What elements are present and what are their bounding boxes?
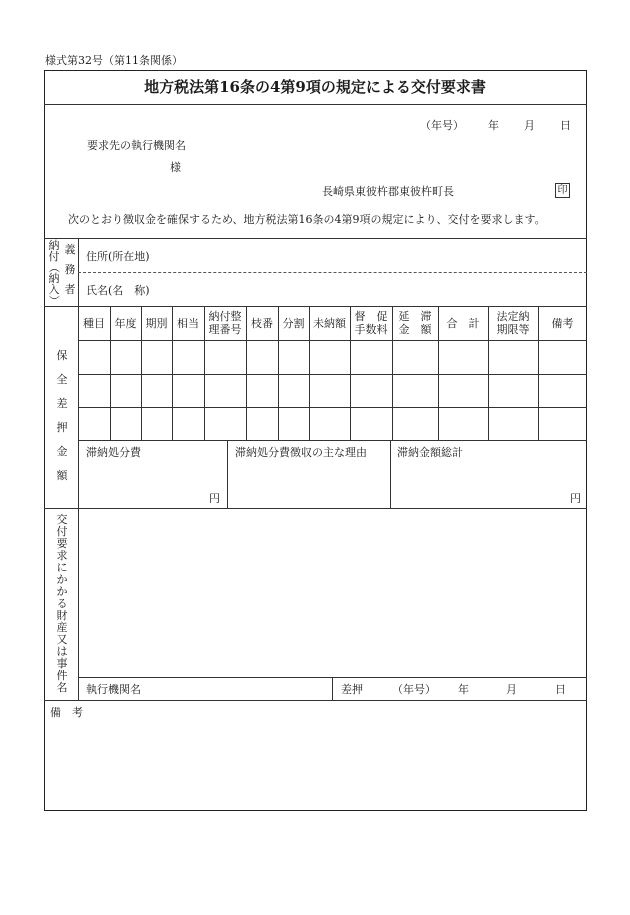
secured-side-label <box>55 344 69 488</box>
taxpayer-side-char: ） <box>47 295 61 306</box>
secured-side-char: 保 <box>56 349 68 362</box>
taxpayer-side-char: 納 <box>48 239 60 252</box>
secured-side-char: 額 <box>56 469 68 482</box>
property-side-divider <box>78 508 79 700</box>
property-side-char: 求 <box>56 549 68 562</box>
column-header: 未納額 <box>313 316 346 330</box>
secured-side-char: 全 <box>56 373 68 386</box>
seizure-era-label: （年号） <box>392 683 436 696</box>
date-day-label: 日 <box>560 119 571 132</box>
name-label: 氏名(名 称) <box>86 284 150 297</box>
taxpayer-side-char: 付 <box>48 250 60 263</box>
column-header: 備考 <box>551 316 574 330</box>
remarks-label: 備 考 <box>50 706 83 719</box>
agency-seizure-divider <box>332 677 333 700</box>
reason-total-divider <box>390 440 391 508</box>
issuer-name: 長崎県東彼杵郡東彼杵町長 <box>322 185 454 198</box>
column-header: 年度 <box>114 316 137 330</box>
recipient-label: 要求先の執行機関名 <box>87 139 186 152</box>
fee-label: 滞納処分費 <box>86 446 141 459</box>
property-side-char: は <box>56 645 68 658</box>
taxpayer-side-char: 入 <box>48 283 60 296</box>
property-divider <box>44 700 587 701</box>
total-label: 滞納金額総計 <box>397 446 463 459</box>
taxpayer-side-char: 義 <box>64 243 76 256</box>
column-header: 法定納 期限等 <box>496 310 530 336</box>
property-side-char: 付 <box>56 525 68 538</box>
secured-side-char: 金 <box>56 445 68 458</box>
table-row-divider <box>78 407 587 408</box>
fee-unit: 円 <box>209 492 220 505</box>
seizure-label: 差押 <box>341 683 363 696</box>
column-header: 合 計 <box>446 316 480 330</box>
property-side-char: 件 <box>56 669 68 682</box>
column-header: 相当 <box>177 316 199 330</box>
seizure-month-label: 月 <box>506 683 517 696</box>
seizure-year-label: 年 <box>458 683 469 696</box>
column-header: 枝番 <box>251 316 273 330</box>
date-era-label: （年号） <box>420 119 464 132</box>
seal-box <box>555 183 570 198</box>
column-header: 督 促 手数料 <box>354 310 388 336</box>
agency-label: 執行機関名 <box>86 683 141 696</box>
column-header: 納付整 理番号 <box>208 310 242 336</box>
taxpayer-side-char: 者 <box>64 283 76 296</box>
reason-label: 滞納処分費徴収の主な理由 <box>235 446 367 459</box>
property-side-char: 又 <box>56 633 68 646</box>
column-header: 分割 <box>282 316 305 330</box>
column-header: 延 滞 金 額 <box>398 310 432 336</box>
title-divider <box>44 104 587 105</box>
taxpayer-side-char: 納 <box>48 272 60 285</box>
date-year-label: 年 <box>488 119 499 132</box>
table-row-divider <box>78 374 587 375</box>
column-header: 期別 <box>145 316 168 330</box>
request-statement: 次のとおり徴収金を確保するため、地方税法第16条の4第9項の規定により、交付を要求します。 <box>68 213 546 226</box>
taxpayer-side-label <box>45 240 78 304</box>
property-side-char: に <box>56 561 68 574</box>
property-side-char: 要 <box>56 537 68 550</box>
form-number: 様式第32号（第11条関係） <box>45 54 183 67</box>
property-side-label <box>55 514 69 694</box>
page-title: 地方税法第16条の4第9項の規定による交付要求書 <box>144 78 486 96</box>
property-side-char: 交 <box>56 513 68 526</box>
address-label: 住所(所在地) <box>86 250 150 263</box>
recipient-honorific: 様 <box>170 161 181 174</box>
property-side-char: か <box>56 573 68 586</box>
property-side-char: 事 <box>56 657 68 670</box>
secured-side-char: 差 <box>56 397 68 410</box>
taxpayer-side-char: （ <box>47 262 61 273</box>
secured-side-char: 押 <box>56 421 68 434</box>
address-name-divider <box>78 272 587 273</box>
seal-label: 印 <box>557 185 568 196</box>
table-header-divider <box>78 340 587 341</box>
column-header: 種目 <box>83 316 105 330</box>
date-month-label: 月 <box>524 119 535 132</box>
total-unit: 円 <box>570 492 581 505</box>
property-side-char: る <box>56 597 68 610</box>
seizure-day-label: 日 <box>555 683 566 696</box>
property-side-char: 名 <box>56 681 68 694</box>
property-side-char: 産 <box>56 621 68 634</box>
secured-divider <box>44 508 587 509</box>
table-row-divider <box>78 440 587 441</box>
property-side-char: 財 <box>56 609 68 622</box>
taxpayer-side-char: 務 <box>64 263 76 276</box>
header-divider <box>44 238 587 239</box>
property-side-char: か <box>56 585 68 598</box>
fee-reason-divider <box>227 440 228 508</box>
